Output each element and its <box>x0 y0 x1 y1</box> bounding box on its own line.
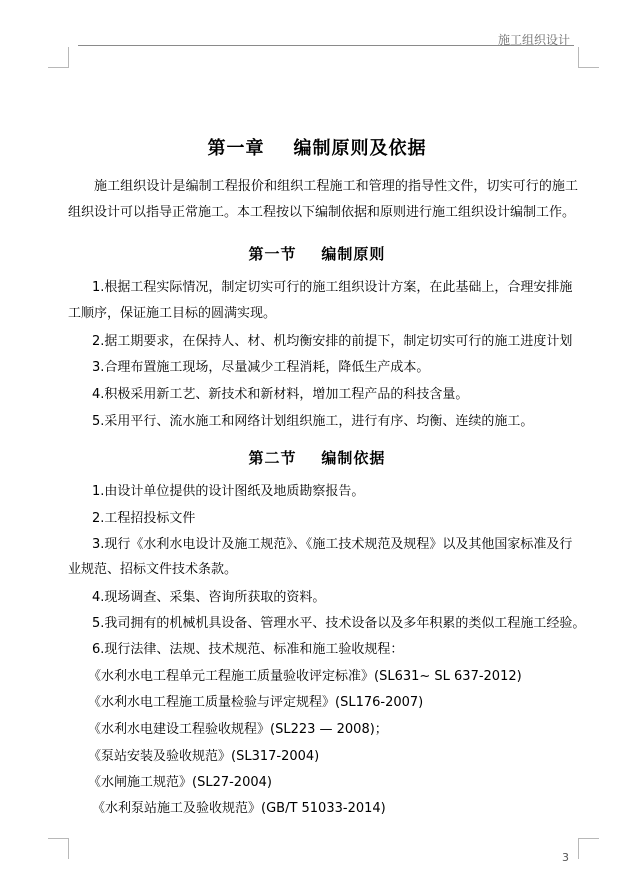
corner-mark-top-left <box>48 47 69 68</box>
basis-item: 6.现行法律、法规、技术规范、标准和施工验收规程： <box>92 642 404 657</box>
page-number: 3 <box>562 851 569 864</box>
basis-item: 3.现行《水利水电设计及施工规范》、《施工技术规范及规程》以及其他国家标准及行 <box>92 537 573 552</box>
basis-item: 4.现场调查、采集、咨询所获取的资料。 <box>92 590 326 605</box>
section2-title: 第二节 编制依据 <box>248 449 386 467</box>
running-header: 施工组织设计 <box>497 33 570 47</box>
reference-item: 《水利水电建设工程验收规程》(SL223 — 2008)； <box>88 722 388 737</box>
reference-item: 《水闸施工规范》(SL27-2004) <box>88 775 272 790</box>
header-rule <box>78 45 574 46</box>
reference-item: 《泵站安装及验收规范》(SL317-2004) <box>88 749 320 764</box>
corner-mark-bottom-left <box>48 838 69 859</box>
principle-item: 1.根据工程实际情况，制定切实可行的施工组织设计方案，在此基础上，合理安排施 <box>92 280 573 295</box>
principle-item: 2.据工期要求，在保持人、材、机均衡安排的前提下，制定切实可行的施工进度计划 <box>92 334 573 349</box>
principle-item: 4.积极采用新工艺、新技术和新材料，增加工程产品的科技含量。 <box>92 387 469 402</box>
section1-title: 第一节 编制原则 <box>248 245 386 263</box>
reference-item: 《水利泵站施工及验收规范》(GB/T 51033-2014) <box>92 801 386 816</box>
corner-mark-bottom-right <box>578 838 599 859</box>
principle-item: 工顺序，保证施工目标的圆满实现。 <box>68 306 277 321</box>
basis-item: 1.由设计单位提供的设计图纸及地质勘察报告。 <box>92 484 365 499</box>
intro-paragraph <box>68 174 578 226</box>
principle-item: 5.采用平行、流水施工和网络计划组织施工，进行有序、均衡、连续的施工。 <box>92 414 534 429</box>
basis-item: 业规范、招标文件技术条款。 <box>68 562 238 577</box>
corner-mark-top-right <box>578 47 599 68</box>
basis-item: 5.我司拥有的机械机具设备、管理水平、技术设备以及多年积累的类似工程施工经验。 <box>92 616 586 631</box>
reference-item: 《水利水电工程施工质量检验与评定规程》(SL176-2007) <box>88 695 424 710</box>
reference-item: 《水利水电工程单元工程施工质量验收评定标准》(SL631~ SL 637-2012) <box>88 669 522 684</box>
intro-text: 施工组织设计是编制工程报价和组织工程施工和管理的指导性文件，切实可行的施工组织设计可以指导正常施工。本工程按以下编制依据和原则进行施工组织设计编制工作。 <box>68 179 578 220</box>
basis-item: 2.工程招投标文件 <box>92 511 196 526</box>
principle-item: 3.合理布置施工现场，尽量减少工程消耗，降低生产成本。 <box>92 360 430 375</box>
chapter-title: 第一章 编制原则及依据 <box>207 138 427 159</box>
